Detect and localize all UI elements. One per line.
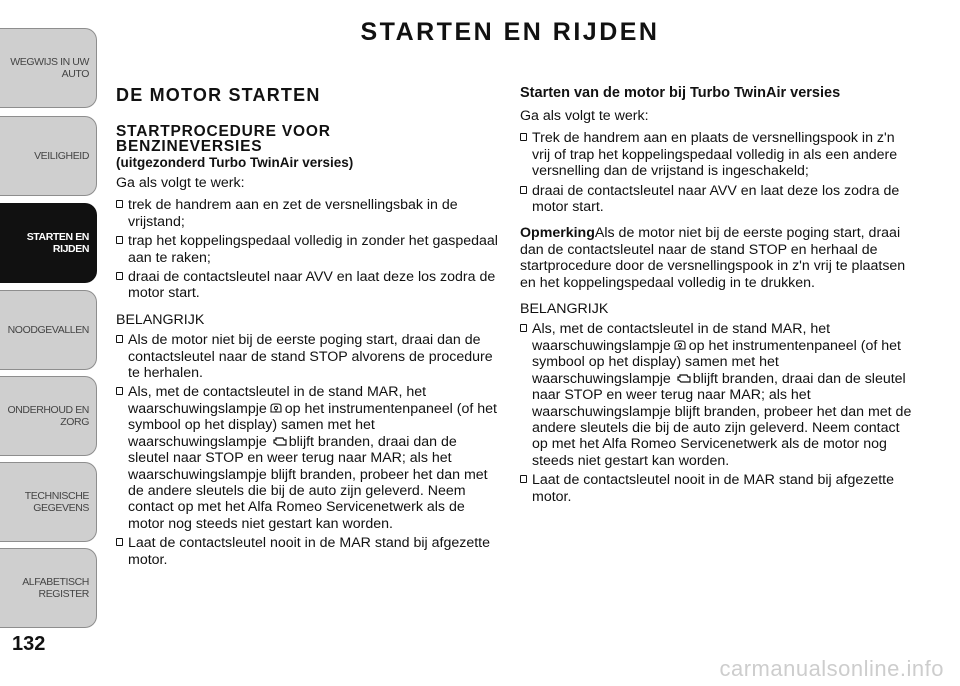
note-paragraph xyxy=(520,225,912,291)
tab-onderhoud-en-zorg[interactable] xyxy=(0,376,97,456)
watermark: carmanualsonline.info xyxy=(719,656,944,681)
list-item xyxy=(116,332,498,381)
important-text: blijft branden, draai dan de sleutel naar STOP en weer terug naar MAR; als het waarschuwingslampje blijft branden, probeer het dan met de andere sleutels die bij de auto zijn geleverd. Neem contact op met het Alfa Romeo Servicenetwerk als de motor nog steeds niet gestart kan worden. xyxy=(128,433,488,532)
checkbox-bullet-icon xyxy=(116,200,123,208)
right-column xyxy=(520,84,912,508)
important-list xyxy=(116,332,498,568)
list-item xyxy=(116,384,498,532)
engine-warning-icon xyxy=(676,372,692,384)
chapter-sidebar xyxy=(0,0,100,686)
important-text: Laat de contactsleutel nooit in de MAR stand bij afgezette motor. xyxy=(128,535,491,568)
important-text: op het instrumentenpaneel (of het symbool op het display) samen met het waarschuwingslampje xyxy=(128,400,497,450)
list-item xyxy=(116,269,498,302)
important-text: Als, met de contactsleutel in de stand MAR, het waarschuwingslampje xyxy=(128,384,427,417)
tab-technische-gegevens[interactable] xyxy=(0,462,97,542)
checkbox-bullet-icon xyxy=(116,272,123,280)
important-text: Als de motor niet bij de eerste poging start, draai dan de contactsleutel naar de stand STOP alvorens de procedure te herhalen. xyxy=(128,332,493,382)
note-word: Opmerking xyxy=(520,225,595,242)
step-text: trek de handrem aan en zet de versnellingsbak in de vrijstand; xyxy=(128,197,458,230)
checkbox-bullet-icon xyxy=(520,324,527,332)
tab-alfabetisch-register[interactable] xyxy=(0,548,97,628)
tab-noodgevallen[interactable] xyxy=(0,290,97,370)
intro-text: Ga als volgt te werk: xyxy=(520,108,649,124)
list-item xyxy=(116,535,498,568)
twinair-title: Starten van de motor bij Turbo TwinAir versies xyxy=(520,85,841,101)
intro-text: Ga als volgt te werk: xyxy=(116,175,245,191)
important-label: BELANGRIJK xyxy=(116,311,205,328)
step-list xyxy=(116,197,498,301)
immobilizer-warning-icon xyxy=(268,402,284,414)
tab-label: GEGEVENS xyxy=(33,502,89,514)
important-text: blijft branden, draai dan de sleutel naar STOP en weer terug naar MAR; als het waarschuwingslampje blijft branden, probeer het dan met de andere sleutels die bij de auto zijn geleverd. Neem contact op met het Alfa Romeo Servicenetwerk als de motor nog steeds niet gestart kan worden. xyxy=(532,370,912,469)
tab-label: TECHNISCHE xyxy=(24,490,89,502)
list-item xyxy=(520,472,912,505)
step-list xyxy=(520,130,912,215)
checkbox-bullet-icon xyxy=(520,186,527,194)
tab-label: VEILIGHEID xyxy=(34,150,89,162)
tab-label: WEGWIJS IN UW xyxy=(10,56,89,68)
important-label: BELANGRIJK xyxy=(520,301,609,318)
note-text: Als de motor niet bij de eerste poging start, draai dan de contactsleutel naar de stand STOP en herhaal de startprocedure door de versnellingspook in z'n vrij te plaatsen en het koppelingspedaal volledig in te drukken. xyxy=(520,225,906,291)
tab-label: RIJDEN xyxy=(52,243,89,255)
tab-label: REGISTER xyxy=(38,588,89,600)
step-text: trap het koppelingspedaal volledig in zonder het gaspedaal aan te raken; xyxy=(128,233,498,266)
section-title: DE MOTOR STARTEN xyxy=(116,85,321,105)
important-text: op het instrumentenpaneel (of het symbool op het display) samen met het waarschuwingslampje xyxy=(532,337,901,387)
checkbox-bullet-icon xyxy=(116,236,123,244)
list-item xyxy=(116,233,498,266)
list-item xyxy=(520,183,912,216)
engine-warning-icon xyxy=(272,435,288,447)
checkbox-bullet-icon xyxy=(116,387,123,395)
tab-wegwijs[interactable] xyxy=(0,28,97,108)
immobilizer-warning-icon xyxy=(672,339,688,351)
tab-label: NOODGEVALLEN xyxy=(7,324,89,336)
checkbox-bullet-icon xyxy=(520,475,527,483)
list-item xyxy=(520,130,912,179)
list-item xyxy=(116,197,498,230)
tab-label: STARTEN EN xyxy=(26,231,89,243)
procedure-title-line1: STARTPROCEDURE VOOR xyxy=(116,123,331,140)
step-text: draai de contactsleutel naar AVV en laat deze los zodra de motor start. xyxy=(128,269,496,302)
tab-starten-en-rijden[interactable] xyxy=(0,203,97,283)
tab-label: AUTO xyxy=(61,68,89,80)
chapter-title: STARTEN EN RIJDEN xyxy=(360,18,660,46)
procedure-title-line2: BENZINEVERSIES xyxy=(116,138,263,155)
step-text: Trek de handrem aan en plaats de versnellingspook in z'n vrij of trap het koppelingspedaal volledig in als een andere versnelling dan de vrijstand is ingeschakeld; xyxy=(532,130,898,180)
page-number: 132 xyxy=(12,633,46,655)
left-column xyxy=(116,84,498,571)
checkbox-bullet-icon xyxy=(520,133,527,141)
important-text: Laat de contactsleutel nooit in de MAR stand bij afgezette motor. xyxy=(532,472,895,505)
step-text: draai de contactsleutel naar AVV en laat deze los zodra de motor start. xyxy=(532,182,900,216)
list-item xyxy=(520,321,912,469)
tab-label: ONDERHOUD EN xyxy=(7,404,89,416)
important-list xyxy=(520,321,912,504)
checkbox-bullet-icon xyxy=(116,538,123,546)
procedure-subtitle: (uitgezonderd Turbo TwinAir versies) xyxy=(116,155,354,170)
important-text: Als, met de contactsleutel in de stand MAR, het waarschuwingslampje xyxy=(532,321,831,354)
checkbox-bullet-icon xyxy=(116,335,123,343)
tab-label: ZORG xyxy=(60,416,89,428)
tab-veiligheid[interactable] xyxy=(0,116,97,196)
tab-label: ALFABETISCH xyxy=(22,576,89,588)
